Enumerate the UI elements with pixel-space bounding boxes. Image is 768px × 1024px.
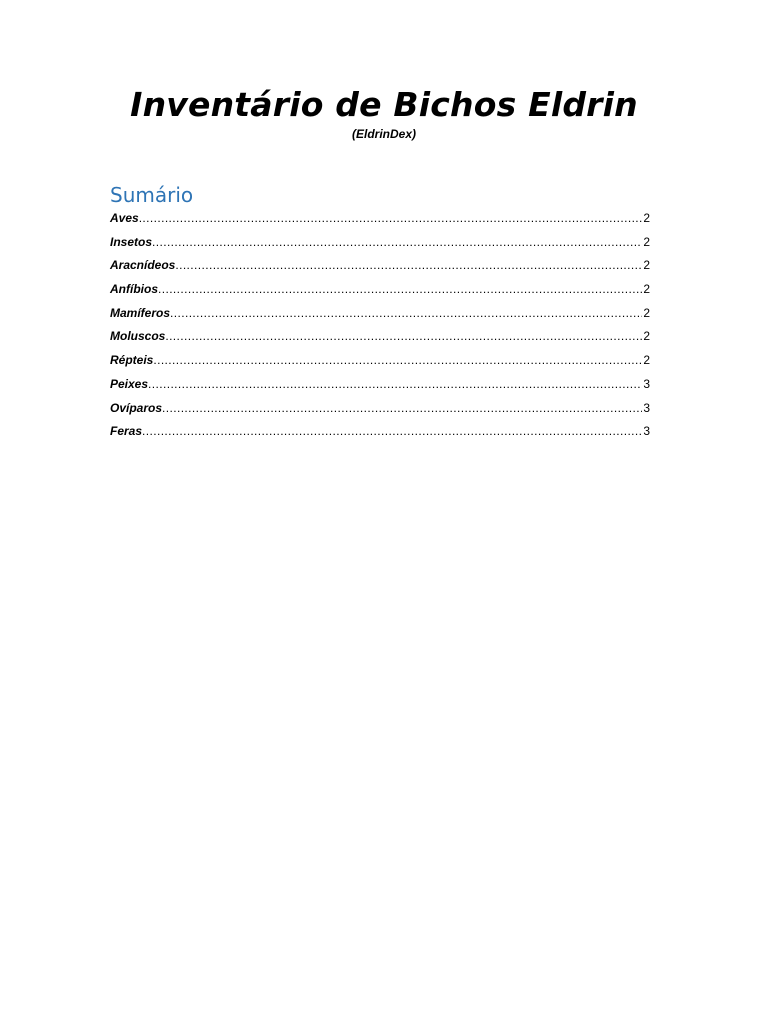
document-title: Inventário de Bichos Eldrin [130,85,638,124]
toc-entry-label: Anfíbios [110,282,158,297]
toc-entry-page: 2 [643,234,650,249]
toc-entry-page: 2 [643,329,650,344]
toc-entry-label: Feras [110,424,143,439]
toc-entry-label: Peixes [110,376,149,391]
toc-entry-label: Ovíparos [110,400,163,415]
toc-dot-leader [162,400,642,416]
toc-entry-label: Aves [110,211,139,225]
toc-dot-leader [158,281,642,297]
toc-heading: Sumário [110,183,194,207]
toc-entry-label: Moluscos [110,329,166,344]
toc-dot-leader [153,352,642,368]
toc-entry-label: Répteis [110,353,154,368]
toc-dot-leader [142,423,642,439]
toc-entry-oviparos[interactable] [110,400,650,424]
toc-entry-mamiferos[interactable] [110,305,650,329]
toc-entry-page: 2 [643,258,650,273]
toc-entry-label: Aracnídeos [110,258,176,273]
toc-entry-page: 2 [643,211,650,225]
toc-dot-leader [170,305,642,321]
toc-entry-repteis[interactable] [110,352,650,376]
toc-entry-page: 2 [643,305,650,320]
toc-dot-leader [139,210,643,226]
toc-entry-page: 3 [643,400,650,415]
toc-entry-page: 2 [643,353,650,368]
toc-entry-label: Insetos [110,234,153,249]
toc-entry-anfibios[interactable] [110,281,650,305]
toc-entry-insetos[interactable] [110,234,650,258]
toc-entry-peixes[interactable] [110,376,650,400]
toc-list [110,210,650,447]
toc-entry-label: Mamíferos [110,305,171,320]
toc-entry-aves[interactable] [110,210,650,234]
toc-dot-leader [152,234,642,250]
toc-dot-leader [148,376,642,392]
toc-entry-page: 3 [643,424,650,439]
toc-entry-page: 3 [643,376,650,391]
toc-entry-aracnideos[interactable] [110,257,650,281]
toc-entry-feras[interactable] [110,423,650,447]
toc-dot-leader [175,257,642,273]
toc-entry-moluscos[interactable] [110,328,650,352]
toc-entry-page: 2 [643,282,650,297]
document-subtitle: (EldrinDex) [351,127,416,141]
toc-dot-leader [165,328,642,344]
